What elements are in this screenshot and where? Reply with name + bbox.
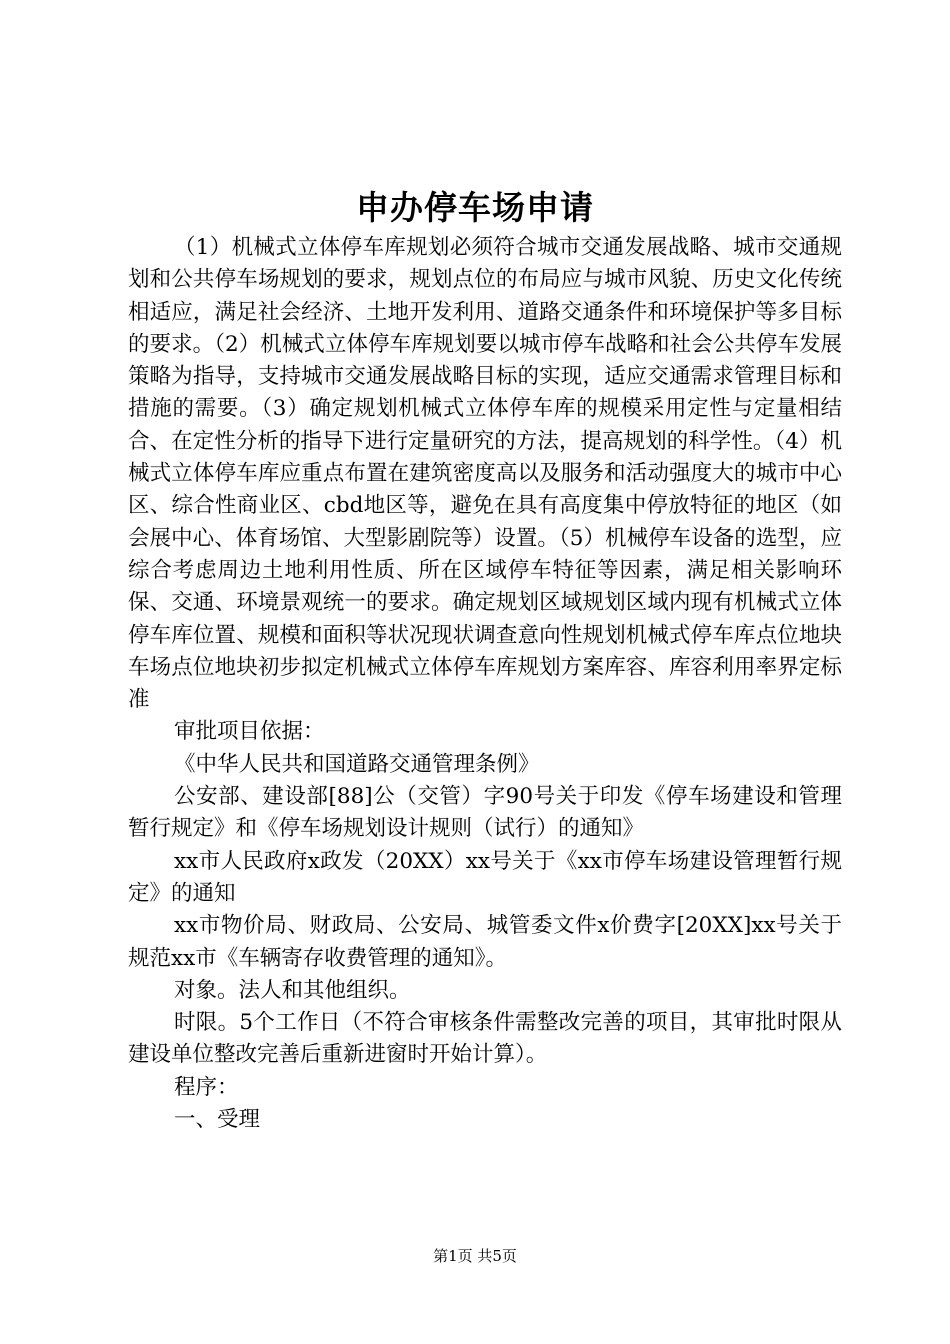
paragraph-ministry-notice: 公安部、建设部[88]公（交管）字90号关于印发《停车场建设和管理暂行规定》和《停车场规划设计规则（试行）的通知》 <box>128 784 842 842</box>
paragraph-pricing-bureau-notice: xx市物价局、财政局、公安局、城管委文件x价费字[20XX]xx号关于规范xx市《车辆寄存收费管理的通知》。 <box>128 913 842 971</box>
paragraph-applicants: 对象。法人和其他组织。 <box>174 977 411 1003</box>
paragraph-step-one: 一、受理 <box>174 1107 261 1133</box>
paragraph-city-government-notice: xx市人民政府x政发（20XX）xx号关于《xx市停车场建设管理暂行规定》的通知 <box>128 848 842 906</box>
document-title: 申办停车场申请 <box>356 188 594 227</box>
paragraph-procedure-heading: 程序： <box>174 1074 239 1100</box>
paragraph-traffic-regulation: 《中华人民共和国道路交通管理条例》 <box>174 751 540 777</box>
paragraph-planning-requirements: （1）机械式立体停车库规划必须符合城市交通发展战略、城市交通规划和公共停车场规划的要求，规划点位的布局应与城市风貌、历史文化传统相适应，满足社会经济、土地开发利用、道路交通条件和环境保护等多目标的要求。（2）机械式立体停车库规划要以城市停车战略和社会公共停车发展策略为指导，支持城市交通发展战略目标的实现，适应交通需求管理目标和措施的需要。（3）确定规划机械式立体停车库的规模采用定性与定量相结合、在定性分析的指导下进行定量研究的方法，提高规划的科学性。（4）机械式立体停车库应重点布置在建筑密度高以及服务和活动强度大的城市中心区、综合性商业区、cbd地区等，避免在具有高度集中停放特征的地区（如会展中心、体育场馆、大型影剧院等）设置。（5）机械停车设备的选型，应综合考虑周边土地利用性质、所在区域停车特征等因素，满足相关影响环保、交通、环境景观统一的要求。确定规划区域规划区域内现有机械式立体停车库位置、规模和面积等状况现状调查意向性规划机械式停车库点位地块车场点位地块初步拟定机械式立体停车库规划方案库容、库容利用率界定标准 <box>128 235 842 713</box>
page-number-footer: 第1页 共5页 <box>433 1247 517 1265</box>
paragraph-time-limit: 时限。5个工作日（不符合审核条件需整改完善的项目，其审批时限从建设单位整改完善后重新进窗时开始计算）。 <box>128 1010 842 1068</box>
document-body <box>128 232 842 1136</box>
paragraph-approval-basis-heading: 审批项目依据： <box>174 719 325 745</box>
